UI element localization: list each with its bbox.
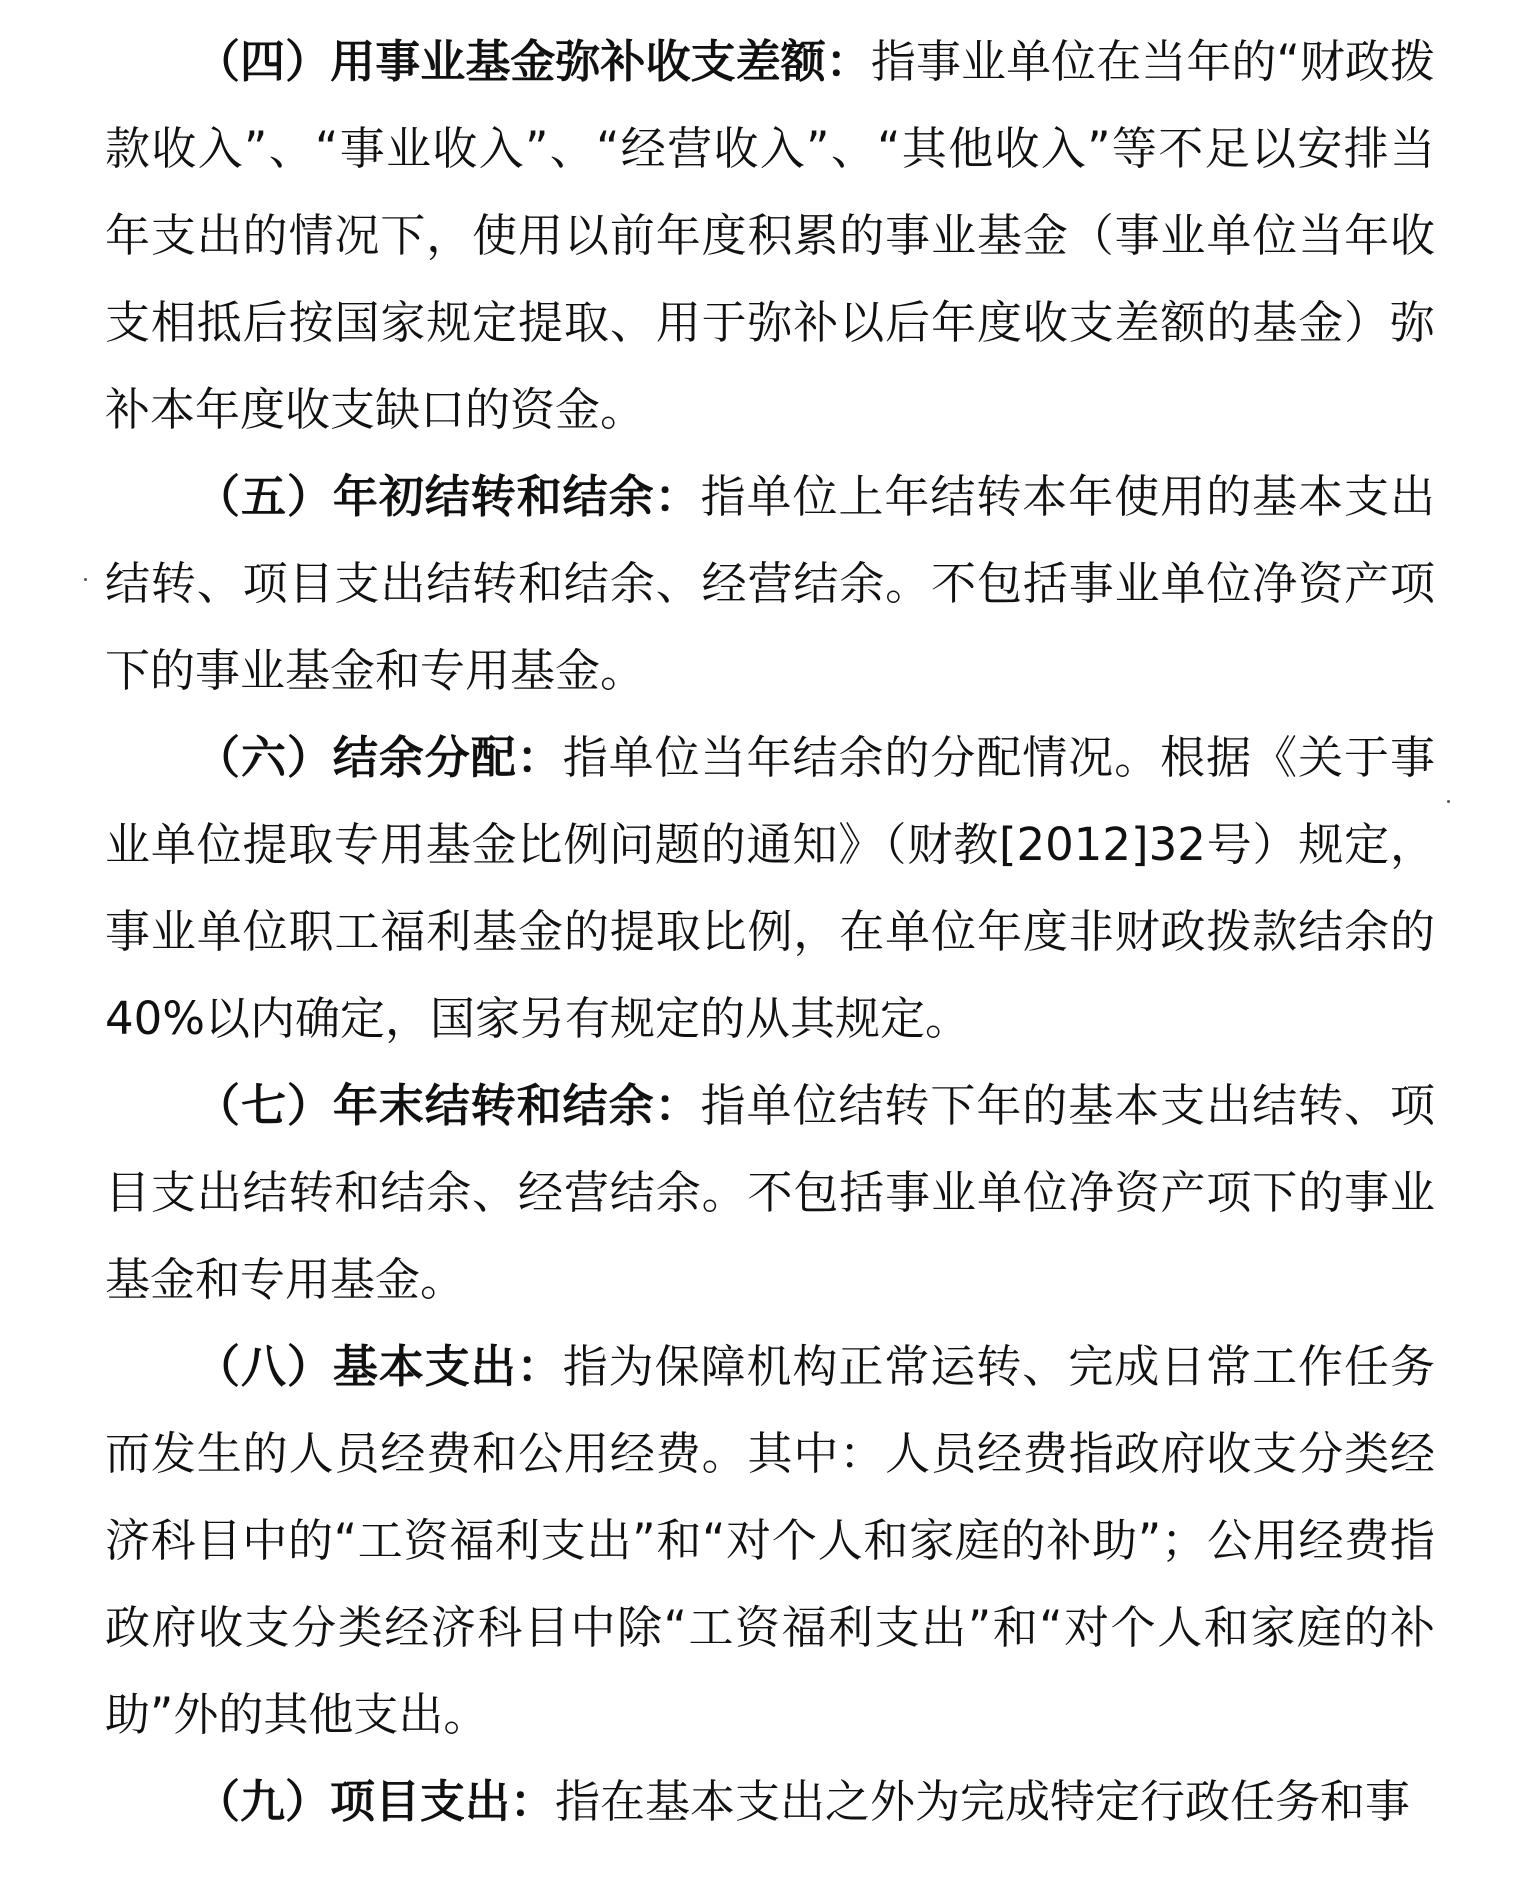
section-6-body: 指单位当年结余的分配情况。根据《关于事业单位提取专用基金比例问题的通知》（财教[2012]32号）规定，事业单位职工福利基金的提取比例，在单位年度非财政拨款结余的40%以内确定，国家另有规定的从其规定。 — [105, 731, 1435, 1045]
document-body — [105, 18, 1435, 1845]
section-7-body: 指单位结转下年的基本支出结转、项目支出结转和结余、经营结余。不包括事业单位净资产项下的事业基金和专用基金。 — [105, 1079, 1435, 1306]
section-6 — [105, 714, 1435, 1062]
section-4-body: 指事业单位在当年的“财政拨款收入”、“事业收入”、“经营收入”、“其他收入”等不足以安排当年支出的情况下，使用以前年度积累的事业基金（事业单位当年收支相抵后按国家规定提取、用于弥补以后年度收支差额的基金）弥补本年度收支缺口的资金。 — [105, 35, 1435, 436]
section-5-body: 指单位上年结转本年使用的基本支出结转、项目支出结转和结余、经营结余。不包括事业单位净资产项下的事业基金和专用基金。 — [105, 470, 1435, 697]
section-6-heading: （六）结余分配： — [195, 731, 563, 784]
section-5-heading: （五）年初结转和结余： — [195, 470, 701, 523]
section-8-body: 指为保障机构正常运转、完成日常工作任务而发生的人员经费和公用经费。其中：人员经费指政府收支分类经济科目中的“工资福利支出”和“对个人和家庭的补助”；公用经费指政府收支分类经济科目中除“工资福利支出”和“对个人和家庭的补助”外的其他支出。 — [105, 1340, 1435, 1741]
section-8 — [105, 1323, 1435, 1758]
section-5 — [105, 453, 1435, 714]
section-7 — [105, 1062, 1435, 1323]
section-4 — [105, 18, 1435, 453]
section-9 — [105, 1758, 1435, 1845]
scan-speck — [1447, 800, 1450, 803]
scan-speck — [84, 578, 87, 581]
section-8-heading: （八）基本支出： — [195, 1340, 563, 1393]
section-4-heading: （四）用事业基金弥补收支差额： — [195, 35, 871, 88]
section-9-heading: （九）项目支出： — [195, 1775, 556, 1828]
section-9-body: 指在基本支出之外为完成特定行政任务和事 — [555, 1775, 1411, 1828]
section-7-heading: （七）年末结转和结余： — [195, 1079, 701, 1132]
